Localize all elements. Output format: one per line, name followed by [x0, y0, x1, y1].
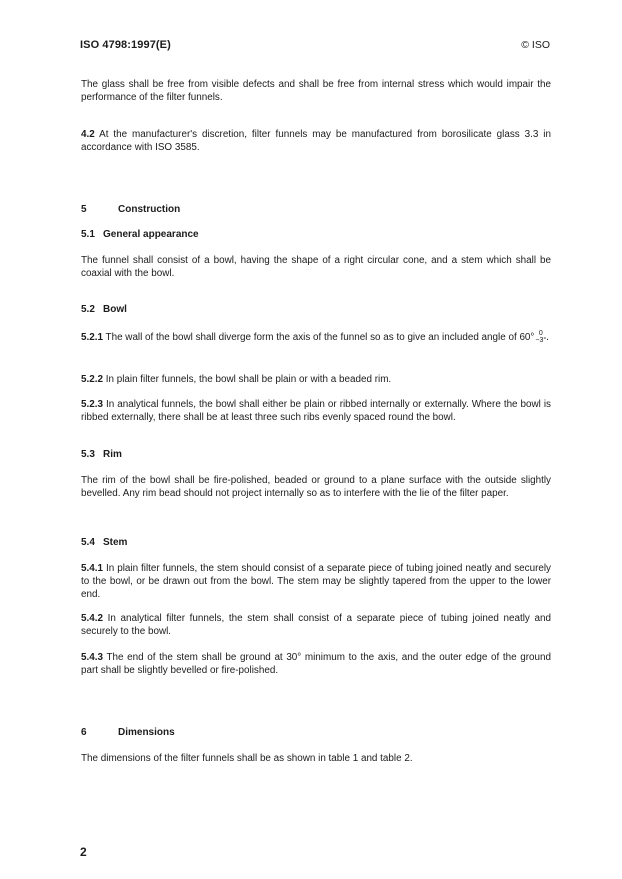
- page-number: 2: [80, 845, 87, 859]
- clause-5-4-3: [81, 651, 551, 677]
- clause-text: The end of the stem shall be ground at 30° minimum to the axis, and the outer edge of the ground part shall be slightly bevelled or fire-polished.: [81, 652, 551, 676]
- clause-text: In plain filter funnels, the bowl shall be plain or with a beaded rim.: [105, 374, 392, 385]
- clause-5-4-1: [81, 562, 551, 601]
- clause-5-2-1: [81, 330, 551, 345]
- section-5-3-heading: [81, 449, 122, 460]
- section-6-heading: [81, 727, 175, 738]
- tolerance-upper: 0: [538, 330, 543, 338]
- section-number: 5.4: [81, 537, 95, 548]
- section-title: Stem: [103, 537, 128, 548]
- section-5-heading: [81, 204, 180, 215]
- copyright-notice: © ISO: [521, 39, 550, 51]
- clause-number: 5.2.1: [81, 332, 103, 343]
- clause-text: In analytical filter funnels, the stem shall consist of a separate piece of tubing joined neatly and securely to the bowl.: [81, 613, 551, 637]
- clause-5-2-3: [81, 398, 551, 424]
- clause-number: 5.4.3: [81, 652, 103, 663]
- section-5-2-heading: [81, 304, 127, 315]
- section-number: 5.2: [81, 304, 95, 315]
- clause-5-2-2: [81, 373, 551, 386]
- section-title: Rim: [103, 449, 122, 460]
- clause-text: At the manufacturer's discretion, filter funnels may be manufactured from borosilicate glass 3.3 in accordance with ISO 3585.: [81, 129, 551, 153]
- section-title: Construction: [118, 204, 181, 215]
- clause-number: 5.2.2: [81, 374, 103, 385]
- section-number: 6: [81, 727, 87, 738]
- intro-paragraph: The glass shall be free from visible defects and shall be free from internal stress which would impair the performance of the filter funnels.: [81, 79, 551, 103]
- clause-number: 5.4.2: [81, 613, 103, 624]
- section-number: 5.1: [81, 229, 95, 240]
- section-5-1-heading: [81, 229, 199, 240]
- clause-5-1-text: The funnel shall consist of a bowl, having the shape of a right circular cone, and a stem which shall be coaxial with the bowl.: [81, 255, 551, 279]
- clause-text: In plain filter funnels, the stem should consist of a separate piece of tubing joined neatly and securely to the bowl, or be drawn out from the bowl. The stem may be slightly tapered from the upper to the lower end.: [81, 563, 551, 600]
- angle-tolerance: [535, 330, 546, 344]
- section-title: Dimensions: [118, 727, 175, 738]
- section-number: 5.3: [81, 449, 95, 460]
- clause-number: 5.2.3: [81, 399, 103, 410]
- section-number: 5: [81, 204, 87, 215]
- section-5-4-heading: [81, 537, 127, 548]
- clause-text: The wall of the bowl shall diverge form the axis of the funnel so as to give an included angle of 60°: [105, 332, 535, 343]
- standard-id: ISO 4798:1997(E): [80, 39, 171, 51]
- clause-6-text: The dimensions of the filter funnels shall be as shown in table 1 and table 2.: [81, 753, 413, 764]
- tolerance-lower: −3°: [535, 337, 547, 345]
- clause-number: 4.2: [81, 129, 95, 140]
- clause-end: .: [546, 332, 549, 343]
- clause-text: In analytical funnels, the bowl shall either be plain or ribbed internally or externally. Where the bowl is ribbed externally, there shall be at least three such ribs evenly spaced round the bowl.: [81, 399, 551, 423]
- clause-5-4-2: [81, 612, 551, 638]
- clause-5-3-text: The rim of the bowl shall be fire-polished, beaded or ground to a plane surface with the outside slightly bevelled. Any rim bead should not project internally so as to interfere with the lie of the filter paper.: [81, 475, 551, 499]
- clause-4-2: [81, 128, 551, 154]
- clause-number: 5.4.1: [81, 563, 103, 574]
- section-title: Bowl: [103, 304, 127, 315]
- section-title: General appearance: [103, 229, 199, 240]
